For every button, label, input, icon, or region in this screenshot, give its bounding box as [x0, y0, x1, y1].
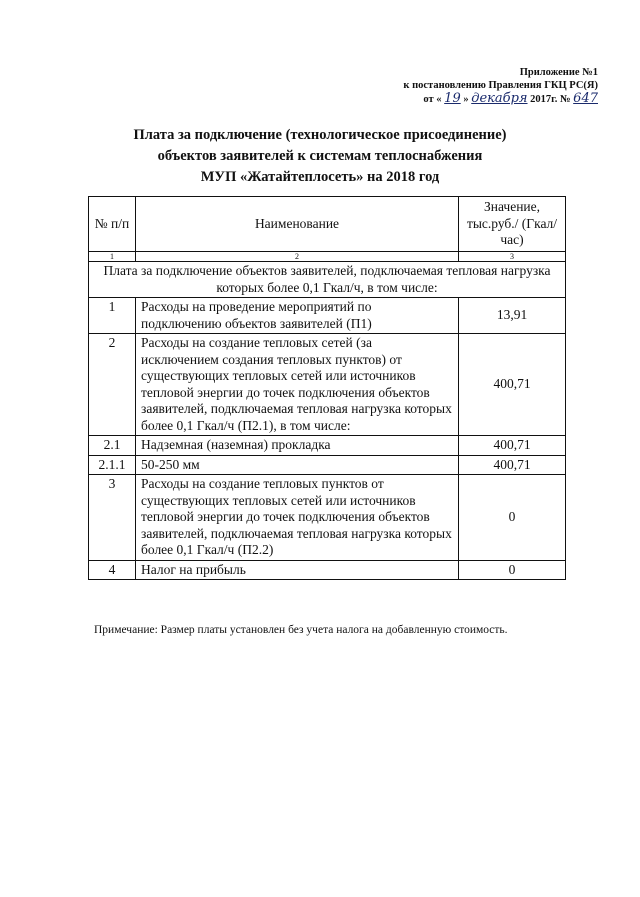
row-name: Надземная (наземная) прокладка	[136, 436, 459, 456]
row-name: Расходы на проведение мероприятий по подключению объектов заявителей (П1)	[136, 298, 459, 334]
document-title	[0, 125, 640, 188]
row-value: 0	[459, 475, 566, 561]
table-row	[89, 560, 566, 580]
date-year: 2017г. №	[530, 94, 571, 105]
row-num: 2	[89, 334, 136, 436]
row-value: 400,71	[459, 455, 566, 475]
row-value: 13,91	[459, 298, 566, 334]
row-name: Налог на прибыль	[136, 560, 459, 580]
title-line-2: объектов заявителей к системам теплоснабжения	[157, 148, 483, 164]
handwritten-month: декабря	[471, 91, 528, 106]
appendix-label: Приложение №1	[519, 67, 598, 78]
resolution-date	[403, 92, 598, 106]
table-row	[89, 436, 566, 456]
table-header-row	[89, 197, 566, 252]
date-prefix: от «	[423, 94, 442, 105]
row-name: Расходы на создание тепловых пунктов от существующих тепловых сетей или источников тепловой энергии до точек подключения объектов заявителей, подключаемая тепловая нагрузка которых более 0,1 Гкал/ч (П2.2)	[136, 475, 459, 561]
index-cell: 2	[136, 252, 459, 262]
table-row	[89, 475, 566, 561]
fee-table	[88, 196, 566, 580]
row-name: Расходы на создание тепловых сетей (за исключением создания тепловых пунктов) от существующих тепловых сетей или источников тепловой энергии до точек подключения объектов заявителей, подключаемая тепловая нагрузка которых более 0,1 Гкал/ч (П2.1), в том числе:	[136, 334, 459, 436]
header-value: Значение, тыс.руб./ (Гкал/час)	[459, 197, 566, 252]
handwritten-day: 19	[444, 91, 461, 106]
table-row	[89, 334, 566, 436]
table-row	[89, 455, 566, 475]
row-num: 2.1	[89, 436, 136, 456]
title-line-3: МУП «Жатайтеплосеть» на 2018 год	[200, 169, 440, 185]
section-label: Плата за подключение объектов заявителей, подключаемая тепловая нагрузка которых более 0,1 Гкал/ч, в том числе:	[89, 262, 566, 298]
table-row	[89, 298, 566, 334]
document-header	[403, 66, 598, 106]
table-index-row	[89, 252, 566, 262]
resolution-label: к постановлению Правления ГКЦ РС(Я)	[403, 80, 598, 91]
row-num: 4	[89, 560, 136, 580]
row-num: 2.1.1	[89, 455, 136, 475]
date-mid: »	[463, 94, 469, 105]
handwritten-number: 647	[573, 91, 598, 106]
header-num: № п/п	[89, 197, 136, 252]
table-section-row	[89, 262, 566, 298]
row-num: 1	[89, 298, 136, 334]
title-line-1: Плата за подключение (технологическое присоединение)	[133, 127, 507, 143]
row-value: 400,71	[459, 436, 566, 456]
index-cell: 1	[89, 252, 136, 262]
row-name: 50-250 мм	[136, 455, 459, 475]
row-value: 0	[459, 560, 566, 580]
index-cell: 3	[459, 252, 566, 262]
header-name: Наименование	[136, 197, 459, 252]
row-value: 400,71	[459, 334, 566, 436]
footnote: Примечание: Размер платы установлен без учета налога на добавленную стоимость.	[94, 624, 508, 636]
row-num: 3	[89, 475, 136, 561]
